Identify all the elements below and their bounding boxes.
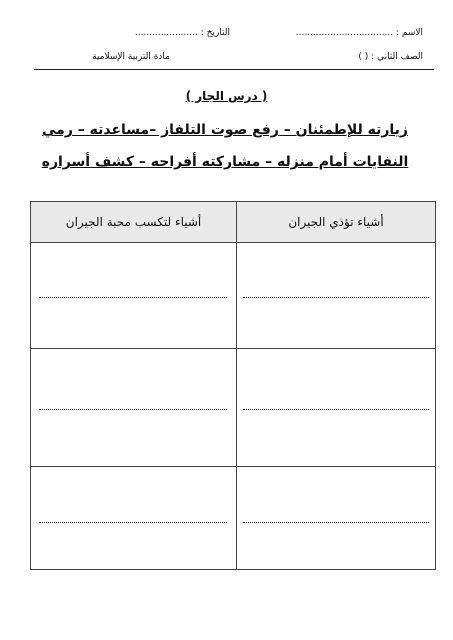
subject-label: مادة التربية الإسلامية	[92, 52, 170, 62]
row-divider-1	[31, 348, 435, 349]
word-bank-line-1: زيارته للإطمئنان – رفع صوت التلفاز –مساعدته – رمي	[42, 122, 408, 138]
date-dots: ......................	[134, 28, 198, 38]
answer-line-right-2[interactable]	[243, 409, 429, 410]
answer-line-left-3[interactable]	[39, 522, 227, 523]
date-label: التاريخ :	[200, 28, 230, 38]
grade-label: الصف الثاني : ( )	[358, 52, 423, 62]
classification-table	[30, 201, 436, 570]
column-divider	[236, 202, 237, 569]
answer-line-left-2[interactable]	[39, 409, 227, 410]
header-divider	[34, 69, 434, 70]
name-dots: ..................................	[295, 28, 394, 38]
word-bank-line-2: النفايات أمام منزله – مشاركته أفراحه – كشف أسراره	[41, 154, 409, 170]
name-field[interactable]	[265, 27, 423, 39]
answer-line-right-3[interactable]	[243, 522, 429, 523]
date-field[interactable]	[130, 27, 230, 39]
name-label: الاسم :	[395, 28, 423, 38]
lesson-title: ( درس الجار )	[185, 89, 268, 103]
header-loving-things: أشياء لتكسب محبة الجيران	[65, 215, 202, 229]
answer-line-right-1[interactable]	[243, 297, 429, 298]
header-harmful-things: أشياء تؤذي الجيران	[288, 215, 384, 229]
row-divider-2	[31, 466, 435, 467]
answer-line-left-1[interactable]	[39, 297, 227, 298]
